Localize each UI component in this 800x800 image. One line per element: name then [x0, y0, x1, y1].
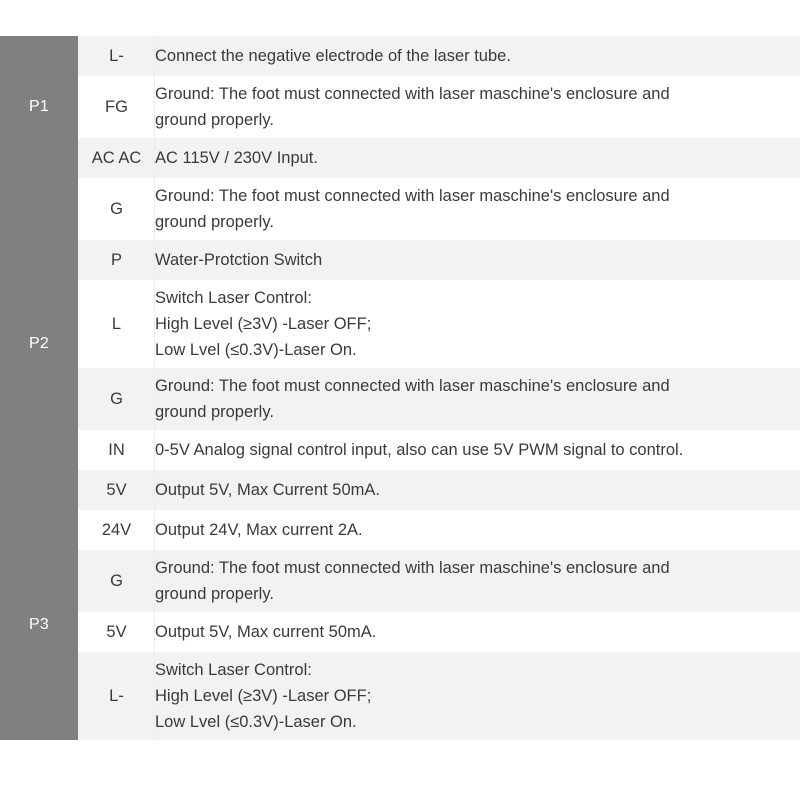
pin-name: L- — [78, 652, 155, 740]
table-row — [0, 612, 800, 652]
pin-description — [155, 178, 800, 240]
pin-description — [155, 550, 800, 612]
table-row — [0, 76, 800, 138]
pin-name: G — [78, 550, 155, 612]
pin-description — [155, 510, 800, 550]
pin-name: L- — [78, 36, 155, 76]
group-label-p3: P3 — [0, 510, 78, 740]
pin-description — [155, 430, 800, 470]
pin-name: AC AC — [78, 138, 155, 178]
description-line: Switch Laser Control: — [155, 661, 312, 679]
table-row — [0, 280, 800, 368]
pin-description — [155, 280, 800, 368]
description-line: ground properly. — [155, 403, 274, 421]
group-label-p2: P2 — [0, 178, 78, 510]
description-line: AC 115V / 230V Input. — [155, 149, 318, 167]
description-line: Ground: The foot must connected with laser maschine's enclosure and — [155, 559, 670, 577]
pin-name: IN — [78, 430, 155, 470]
table-row — [0, 550, 800, 612]
pin-description — [155, 470, 800, 510]
table-row — [0, 368, 800, 430]
description-line: Water-Protction Switch — [155, 251, 323, 269]
description-line: Ground: The foot must connected with laser maschine's enclosure and — [155, 187, 670, 205]
description-line: Connect the negative electrode of the laser tube. — [155, 47, 511, 65]
pin-name: 5V — [78, 612, 155, 652]
table-row — [0, 240, 800, 280]
pin-description — [155, 36, 800, 76]
pin-name: P — [78, 240, 155, 280]
description-line: High Level (≥3V) -Laser OFF; — [155, 315, 372, 333]
description-line: Low Lvel (≤0.3V)-Laser On. — [155, 713, 357, 731]
pin-assignment-table — [0, 36, 800, 740]
table-body — [0, 36, 800, 740]
table-row — [0, 510, 800, 550]
table-row — [0, 470, 800, 510]
pin-name: 5V — [78, 470, 155, 510]
pin-description — [155, 368, 800, 430]
pin-description — [155, 240, 800, 280]
description-line: Output 24V, Max current 2A. — [155, 521, 363, 539]
pin-name: FG — [78, 76, 155, 138]
description-line: ground properly. — [155, 111, 274, 129]
table-row — [0, 36, 800, 76]
description-line: Ground: The foot must connected with laser maschine's enclosure and — [155, 377, 670, 395]
description-line: 0-5V Analog signal control input, also can use 5V PWM signal to control. — [155, 441, 684, 459]
table-row — [0, 430, 800, 470]
pin-name: L — [78, 280, 155, 368]
pin-description — [155, 612, 800, 652]
description-line: Output 5V, Max Current 50mA. — [155, 481, 380, 499]
pin-description — [155, 652, 800, 740]
pin-description — [155, 76, 800, 138]
pin-name: G — [78, 178, 155, 240]
description-line: ground properly. — [155, 213, 274, 231]
group-label-p1: P1 — [0, 36, 78, 178]
table-row — [0, 652, 800, 740]
description-line: Ground: The foot must connected with laser maschine's enclosure and — [155, 85, 670, 103]
table-row — [0, 138, 800, 178]
description-line: Output 5V, Max current 50mA. — [155, 623, 377, 641]
description-line: Low Lvel (≤0.3V)-Laser On. — [155, 341, 357, 359]
pin-name: 24V — [78, 510, 155, 550]
pin-description — [155, 138, 800, 178]
description-line: ground properly. — [155, 585, 274, 603]
table-row — [0, 178, 800, 240]
description-line: High Level (≥3V) -Laser OFF; — [155, 687, 372, 705]
description-line: Switch Laser Control: — [155, 289, 312, 307]
pin-name: G — [78, 368, 155, 430]
